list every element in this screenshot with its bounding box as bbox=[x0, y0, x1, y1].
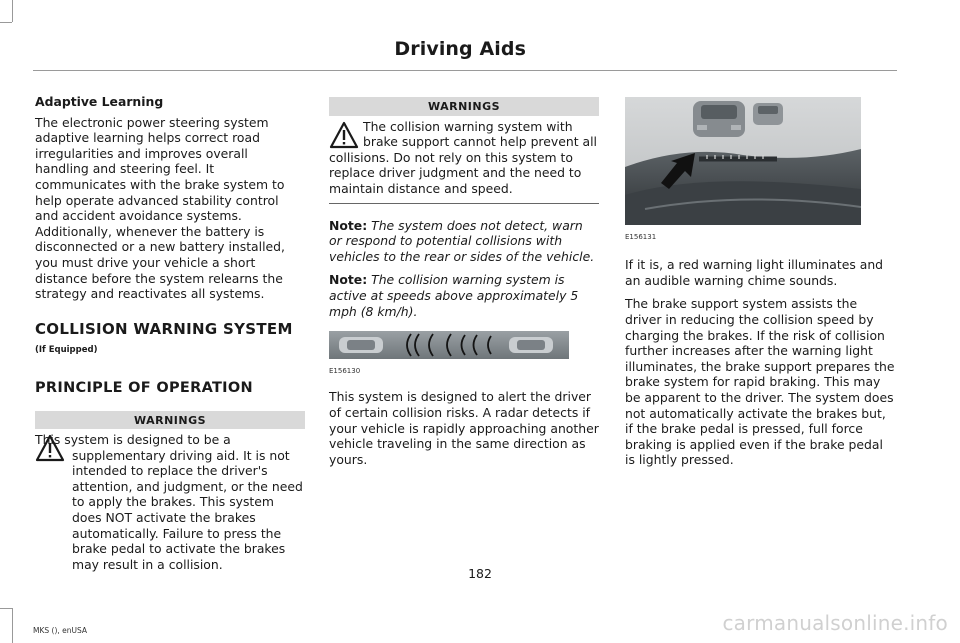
footer-code: MKS (), enUSA bbox=[33, 626, 88, 635]
warnings-bar: WARNINGS bbox=[329, 97, 599, 116]
adaptive-learning-heading: Adaptive Learning bbox=[35, 94, 164, 109]
figure-dashboard bbox=[625, 97, 895, 245]
note-2 bbox=[329, 272, 599, 319]
watermark: carmanualsonline.info bbox=[722, 611, 948, 635]
page-number: 182 bbox=[468, 566, 492, 581]
page-title: Driving Aids bbox=[394, 38, 526, 60]
warnings-bar: WARNINGS bbox=[35, 411, 305, 430]
figure-radar-cars bbox=[329, 331, 599, 379]
warning-text: This system is designed to be a supplementary driving aid. It is not intended to replace the driver's attention, and judgment, or the need to apply the brakes. This system does NOT activate the brakes automatically. Failure to press the brake pedal to activate the brakes may result in a collision. bbox=[35, 432, 303, 572]
principle-title: PRINCIPLE OF OPERATION bbox=[35, 379, 253, 396]
section-title: COLLISION WARNING SYSTEM bbox=[35, 319, 293, 338]
adaptive-learning-text: The electronic power steering system adaptive learning helps correct road irregularities and improves overall handling and steering feel. It communicates with the brake system to help operate advanced stability control and accident avoidance systems. Additionally, whenever the battery is disconnected or a new battery installed, you must drive your vehicle a short distance before the system relearns the strategy and reactivates all systems. bbox=[35, 114, 285, 302]
radar-diagram-image bbox=[329, 331, 569, 359]
page-header bbox=[0, 36, 960, 66]
brake-support-text: The brake support system assists the driver in reducing the collision speed by charging the brakes. If the risk of collision further increases after the warning light illuminates, the brake support prepares the brake system for rapid braking. This may be apparent to the driver. The system does not automatically activate the brakes but, if the brake pedal is pressed, full force braking is applied even if the brake pedal is lightly pressed. bbox=[625, 296, 895, 468]
column-2 bbox=[329, 97, 599, 475]
figure-id: E156130 bbox=[329, 366, 361, 375]
column-1 bbox=[35, 94, 305, 580]
crop-mark bbox=[12, 608, 13, 643]
note-text: The system does not detect, warn or respond to potential collisions with vehicles to the rear or sides of the vehicle. bbox=[329, 217, 595, 264]
warning-light-text: If it is, a red warning light illuminates and an audible warning chime sounds. bbox=[625, 257, 884, 288]
warning-triangle-icon bbox=[329, 121, 359, 149]
note-label: Note: bbox=[329, 217, 368, 233]
note-1 bbox=[329, 218, 599, 265]
header-rule bbox=[33, 70, 897, 71]
note-label: Note: bbox=[329, 272, 368, 288]
if-equipped-label: (If Equipped) bbox=[35, 345, 98, 356]
dashboard-warning-image bbox=[625, 97, 861, 225]
crop-mark bbox=[12, 0, 13, 22]
crop-mark bbox=[0, 608, 12, 609]
column-3 bbox=[625, 97, 895, 476]
note-text: The collision warning system is active at speeds above approximately 5 mph (8 km/h). bbox=[329, 272, 579, 319]
body-text: This system is designed to alert the driver of certain collision risks. A radar detects if your vehicle is rapidly approaching another vehicle traveling in the same direction as yours. bbox=[329, 389, 599, 467]
warning-rule bbox=[329, 203, 599, 204]
figure-id: E156131 bbox=[625, 232, 657, 241]
warning-text: The collision warning system with brake support cannot help prevent all collisions. Do not rely on this system to replace driver judgment and the need to maintain distance and speed. bbox=[329, 118, 597, 196]
warning-block bbox=[35, 432, 305, 572]
crop-mark bbox=[0, 22, 12, 23]
warning-block bbox=[329, 119, 599, 197]
